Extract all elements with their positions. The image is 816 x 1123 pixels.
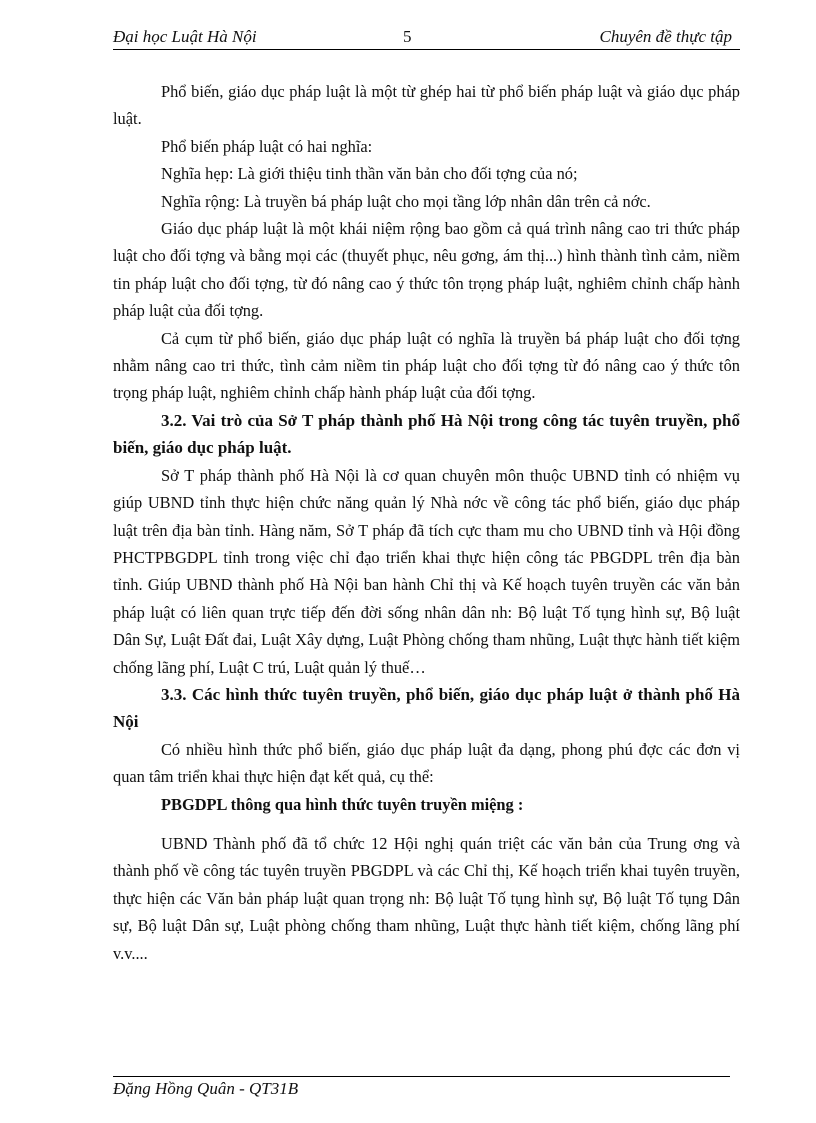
document-body bbox=[113, 78, 740, 967]
paragraph-definition: Phổ biến, giáo dục pháp luật là một từ ghép hai từ phổ biến pháp luật và giáo dục pháp luật. bbox=[113, 82, 740, 129]
paragraph-legal-education: Giáo dục pháp luật là một khái niệm rộng bao gồm cả quá trình nâng cao tri thức pháp luật cho đối tợng và bằng mọi các (thuyết phục, nêu gơng, ám thị...) hình thành tình cảm, niềm tin pháp luật cho đối tợng, từ đó nâng cao ý thức tôn trọng pháp luật, nghiêm chỉnh chấp hành pháp luật của đối tợng. bbox=[113, 219, 740, 321]
paragraph-conferences: UBND Thành phố đã tổ chức 12 Hội nghị quán triệt các văn bản của Trung ơng và thành phố về công tác tuyên truyền PBGDPL và các Chỉ thị, Kế hoạch triển khai tuyên truyền, thực hiện các Văn bản pháp luật quan trọng nh: Bộ luật Tố tụng hình sự, Bộ luật Tố tụng Dân sự, Bộ luật Dân sự, Luật phòng chống tham nhũng, Luật thực hành tiết kiệm, chống lãng phí v.v.... bbox=[113, 833, 740, 963]
page-footer bbox=[113, 1076, 730, 1099]
section-heading-3-2: 3.2. Vai trò của Sở T pháp thành phố Hà Nội trong công tác tuyên truyền, phổ biến, giáo dục pháp luật. bbox=[113, 410, 740, 458]
paragraph-department-role: Sở T pháp thành phố Hà Nội là cơ quan chuyên môn thuộc UBND tỉnh có nhiệm vụ giúp UBND tỉnh thực hiện chức năng quản lý Nhà nớc về công tác phổ biến, giáo dục pháp luật trên địa bàn tỉnh. Hàng năm, Sở T pháp đã tích cực tham mu cho UBND tỉnh và Hội đồng PHCTPBGDPL tỉnh trong việc chỉ đạo triển khai thực hiện công tác PBGDPL trên địa bàn tỉnh. Giúp UBND thành phố Hà Nội ban hành Chỉ thị và Kế hoạch tuyên truyền các văn bản pháp luật có liên quan trực tiếp đến đời sống nhân dân nh: Bộ luật Tố tụng hình sự, Bộ luật Dân Sự, Luật Đất đai, Luật Xây dựng, Luật Phòng chống tham nhũng, Luật thực hành tiết kiệm chống lãng phí, Luật C trú, Luật quản lý thuế… bbox=[113, 465, 740, 677]
paragraph-two-meanings: Phổ biến pháp luật có hai nghĩa: bbox=[161, 136, 373, 156]
subheading-oral-propaganda: PBGDPL thông qua hình thức tuyên truyền miệng : bbox=[161, 794, 524, 814]
section-heading-3-3: 3.3. Các hình thức tuyên truyền, phổ biến, giáo dục pháp luật ở thành phố Hà Nội bbox=[113, 684, 740, 732]
page-header bbox=[113, 25, 740, 50]
header-page-number: 5 bbox=[403, 27, 412, 46]
header-document-type: Chuyên đề thực tập bbox=[599, 27, 732, 46]
header-university: Đại học Luật Hà Nội bbox=[113, 27, 257, 46]
paragraph-narrow-meaning: Nghĩa hẹp: Là giới thiệu tinh thần văn bản cho đối tợng của nó; bbox=[161, 164, 578, 184]
paragraph-forms: Có nhiều hình thức phổ biến, giáo dục pháp luật đa dạng, phong phú đợc các đơn vị quan tâm triển khai thực hiện đạt kết quả, cụ thể: bbox=[113, 739, 740, 787]
paragraph-whole-phrase: Cả cụm từ phổ biến, giáo dục pháp luật có nghĩa là truyền bá pháp luật cho đối tợng nhằm nâng cao tri thức, tình cảm niềm tin pháp luật cho đối tợng từ đó nâng cao ý thức tôn trọng pháp luật, nghiêm chỉnh chấp hành pháp luật của đối tợng. bbox=[113, 328, 740, 403]
paragraph-broad-meaning: Nghĩa rộng: Là truyền bá pháp luật cho mọi tầng lớp nhân dân trên cả nớc. bbox=[161, 191, 651, 211]
footer-author: Đặng Hồng Quân - QT31B bbox=[113, 1079, 299, 1098]
